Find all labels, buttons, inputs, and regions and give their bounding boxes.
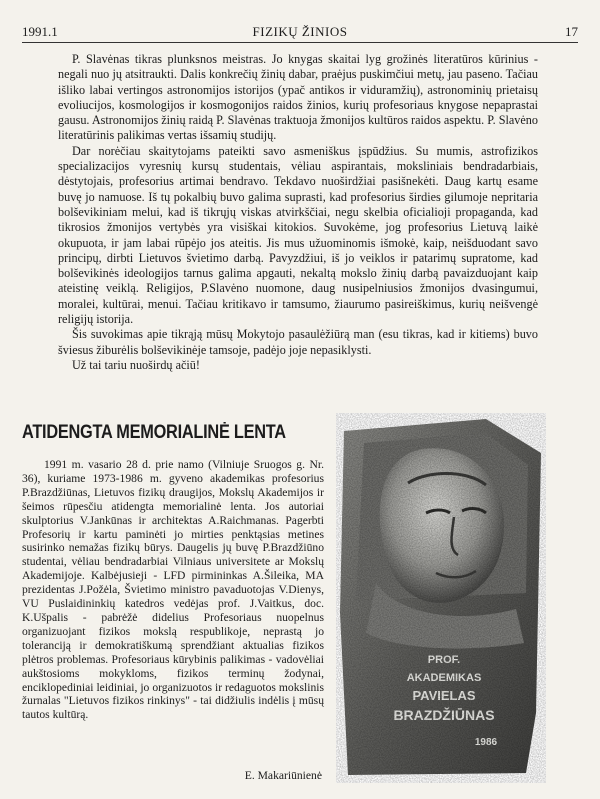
paragraph: Dar norėčiau skaitytojams pateikti savo asmeniškus įspūdžius. Su mumis, astrofizikos specializacijos vyresnių kursų studentais, vėliau aspirantais, moksliniais bendradarbiais, dėstytojais, profesorius artimai bendravo. Tekdavo nuoširdžiai pasišnekėti. Daug kartų esame buvę jo namuose. Iš tų pokalbių buvo galima suprasti, kad profesorius širdies gilumoje nepritaria bolševikiniam melui, kad iš tikrųjų viskas atvirkščiai, negu skelbia oficialioji propaganda, kad tikrosios žmonijos vertybės yra visiškai kitokios. Suvokėme, jog profesorius Lietuvą laikė okupuota, ir jam labai rūpėjo jos ateitis. Jis mus užuominomis išmokė, kaip, neišduodant savo principų, dirbti Lietuvos švietimo darbą. Pavyzdžiui, iš jo veiklos ir patarimų supratome, kad bolševikinės ideologijos tarnus galima apgauti, nekaltą mokslo žinių darbą pavaizduojant kaip ateistinę veiklą. Religijos, P.Slavėno nuomone, daug nusipelniusios žmonijos dvasingumui, moralei, kultūrai, menui. Tačiau kritikavo ir tamsumo, žiaurumo pasireiškimus, kurių neišvengė religijų istorija. (58, 143, 538, 327)
paragraph: 1991 m. vasario 28 d. prie namo (Vilniuje Sruogos g. Nr. 36), kuriame 1973-1986 m. gyveno akademikas profesorius P.Brazdžiūnas, Lietuvos fizikų draugijos, Mokslų Akademijos ir šeimos rūpesčiu atidengta memorialinė lenta. Jos autoriai skulptorius V.Jankūnas ir architektas A.Raichmanas. Pagerbti Profesorių ir kartu paminėti jo mirties penktąsias metines susirinko nemažas fizikų būrys. Daugelis jų buvę P.Brazdžiūno studentai, vėliau bendradarbiai Vilniaus universitete ar Mokslų Akademijoje. Kalbėjusieji - LFD pirmininkas A.Šileika, MA prezidentas J.Požėla, Švietimo ministro pavaduotojas V.Dienys, VU Puslaidininkių katedros vedėjas prof. J.Vaitkus, doc. K.Ušpalis - pabrėžė didelius Profesoriaus nuopelnus organizuojant fizikos mokslą respublikoje, neprastą jo toleranciją ir demokratiškumą sprendžiant aktualias fizikos plėtros problemas. Profesoriaus kūrybinis palikimas - vadovėliai aukštosioms mokykloms, fizikos terminų žodynai, enciklopediniai leidiniai, jo organizuotos ir redaguotos mokslinis žurnalas "Lietuvos fizikos rinkinys" - tai didžiulis indėlis į mūsų tautos kultūrą. (22, 458, 324, 722)
paragraph: Šis suvokimas apie tikrąją mūsų Mokytojo pasaulėžiūrą man (esu tikras, kad ir kitiems) buvo šviesus žiburėlis bolševikinėje tamsoje, padėjo joje nepasiklysti. (58, 327, 538, 357)
memorial-plaque-photo (336, 413, 546, 783)
memorial-article-body (22, 458, 324, 722)
paragraph: Už tai tariu nuoširdų ačiū! (72, 357, 200, 372)
paragraph: P. Slavėnas tikras plunksnos meistras. Jo knygas skaitai lyg grožinės literatūros kūrinius - negali nuo jų atsitraukti. Dalis konkrečių žinių dabar, praėjus puskimčiui metų, jau paseno. Tačiau išliko labai vertingos astronomijos istorijos (ypač antikos ir viduramžių), astronominių prietaisų evoliucijos, kosmologijos ir kosmogonijos raidos žinios, kurių profesoriaus knygose nepaprastai gausu. Astronomijos žinių raidą P. Slavėnas traktuoja žmonijos kultūros raidos aspektu. P. Slavėno literatūrinis palikimas vertas išsamių studijų. (58, 52, 538, 143)
page-number: 17 (565, 24, 578, 39)
slavenas-article-ending (58, 52, 538, 373)
memorial-article-headline: ATIDENGTA MEMORIALINĖ LENTA (22, 422, 286, 443)
author-signature: E. Makariūnienė (244, 769, 322, 782)
plaque-photo-graphic (336, 413, 546, 783)
journal-title: FIZIKŲ ŽINIOS (252, 24, 348, 39)
page-header (22, 22, 578, 43)
issue-date: 1991.1 (22, 24, 58, 39)
